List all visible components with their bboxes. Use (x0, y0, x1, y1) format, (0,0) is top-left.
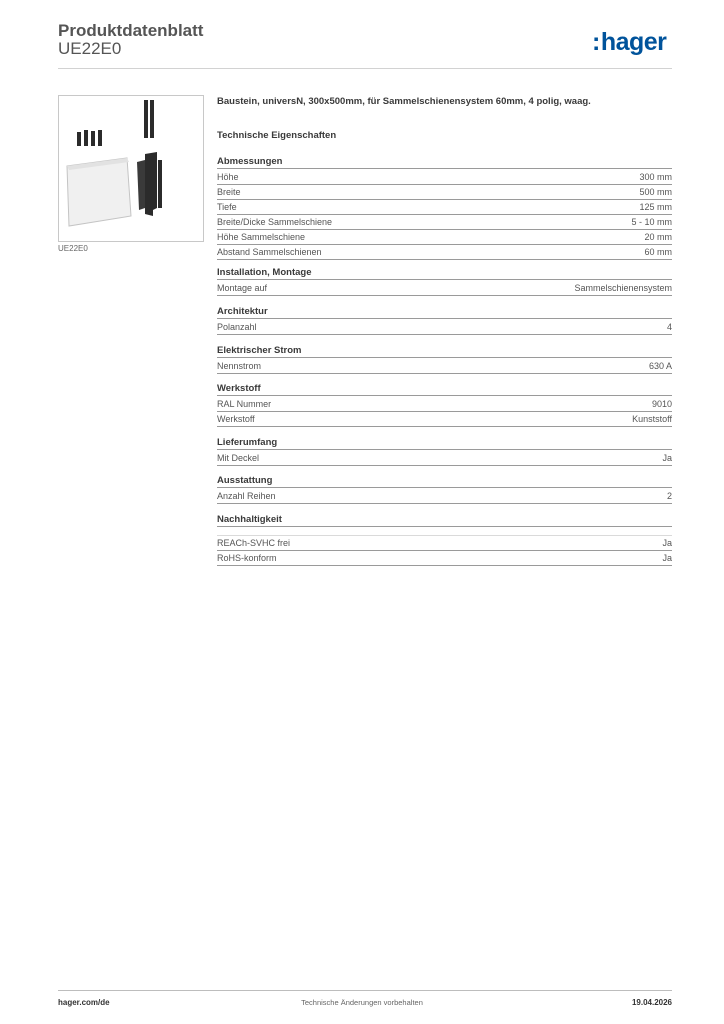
product-code: UE22E0 (58, 39, 122, 58)
spec-value: Sammelschienensystem (574, 283, 672, 293)
spec-label: Montage auf (217, 283, 268, 293)
spec-value: Ja (662, 538, 672, 548)
spec-section (217, 266, 672, 296)
spec-section-title: Ausstattung (217, 474, 672, 488)
spec-label: Polanzahl (217, 322, 257, 332)
spec-label: REACh-SVHC frei (217, 538, 291, 548)
spec-row (217, 489, 672, 504)
spec-row (217, 245, 672, 260)
spec-row (217, 451, 672, 466)
spec-label: RAL Nummer (217, 399, 272, 409)
spec-value: 500 mm (639, 187, 672, 197)
spec-row (217, 412, 672, 427)
spec-row (217, 536, 672, 551)
spec-label: Nennstrom (217, 361, 262, 371)
spec-section (217, 305, 672, 335)
spec-value: 4 (666, 322, 672, 332)
spec-label: Breite (217, 187, 241, 197)
spec-row (217, 215, 672, 230)
spec-section (217, 513, 672, 566)
spec-label: Abstand Sammelschienen (217, 247, 322, 257)
tech-properties-heading: Technische Eigenschaften (217, 130, 337, 141)
spec-section-title: Werkstoff (217, 382, 672, 396)
spec-label: Höhe Sammelschiene (217, 232, 306, 242)
spec-value: Kunststoff (632, 414, 672, 424)
spec-label: Höhe (217, 172, 239, 182)
spec-label: Tiefe (217, 202, 237, 212)
spec-label: Breite/Dicke Sammelschiene (217, 217, 333, 227)
spec-row (217, 281, 672, 296)
footer-website: hager.com/de (58, 998, 110, 1007)
logo-colon-icon: : (592, 28, 600, 56)
spec-value: Ja (662, 453, 672, 463)
spec-section (217, 344, 672, 374)
spec-section-title: Installation, Montage (217, 266, 672, 280)
footer-date: 19.04.2026 (631, 998, 672, 1007)
spec-row (217, 397, 672, 412)
spec-section-title: Lieferumfang (217, 436, 672, 450)
spec-value: 9010 (651, 399, 672, 409)
logo-text: hager (600, 28, 667, 56)
spec-label: Mit Deckel (217, 453, 260, 463)
spec-section (217, 155, 672, 260)
section-spacer (217, 527, 672, 536)
spec-value: 20 mm (644, 232, 672, 242)
spec-row (217, 200, 672, 215)
spec-value: 300 mm (639, 172, 672, 182)
spec-label: Werkstoff (217, 414, 255, 424)
spec-value: 630 A (648, 361, 672, 371)
product-description: Baustein, universN, 300x500mm, für Sammelschienensystem 60mm, 4 polig, waag. (217, 96, 591, 107)
spec-row (217, 170, 672, 185)
spec-row (217, 185, 672, 200)
spec-value: 2 (666, 491, 672, 501)
spec-section (217, 382, 672, 427)
spec-section-title: Elektrischer Strom (217, 344, 672, 358)
spec-section-title: Abmessungen (217, 155, 672, 169)
spec-section (217, 436, 672, 466)
spec-row (217, 551, 672, 566)
page-title: Produktdatenblatt (58, 21, 204, 40)
header-divider (58, 68, 672, 69)
spec-value: 125 mm (639, 202, 672, 212)
footer-divider (58, 990, 672, 991)
spec-value: 60 mm (644, 247, 672, 257)
spec-label: Anzahl Reihen (217, 491, 276, 501)
spec-value: Ja (662, 553, 672, 563)
hager-logo (592, 28, 666, 57)
product-illustration-icon (59, 96, 203, 241)
product-image (58, 95, 204, 242)
spec-section-title: Nachhaltigkeit (217, 513, 672, 527)
spec-value: 5 - 10 mm (631, 217, 672, 227)
spec-row (217, 320, 672, 335)
spec-row (217, 230, 672, 245)
image-caption: UE22E0 (58, 244, 88, 253)
spec-label: RoHS-konform (217, 553, 277, 563)
spec-row (217, 359, 672, 374)
footer-notice: Technische Änderungen vorbehalten (301, 998, 423, 1007)
spec-section-title: Architektur (217, 305, 672, 319)
spec-section (217, 474, 672, 504)
